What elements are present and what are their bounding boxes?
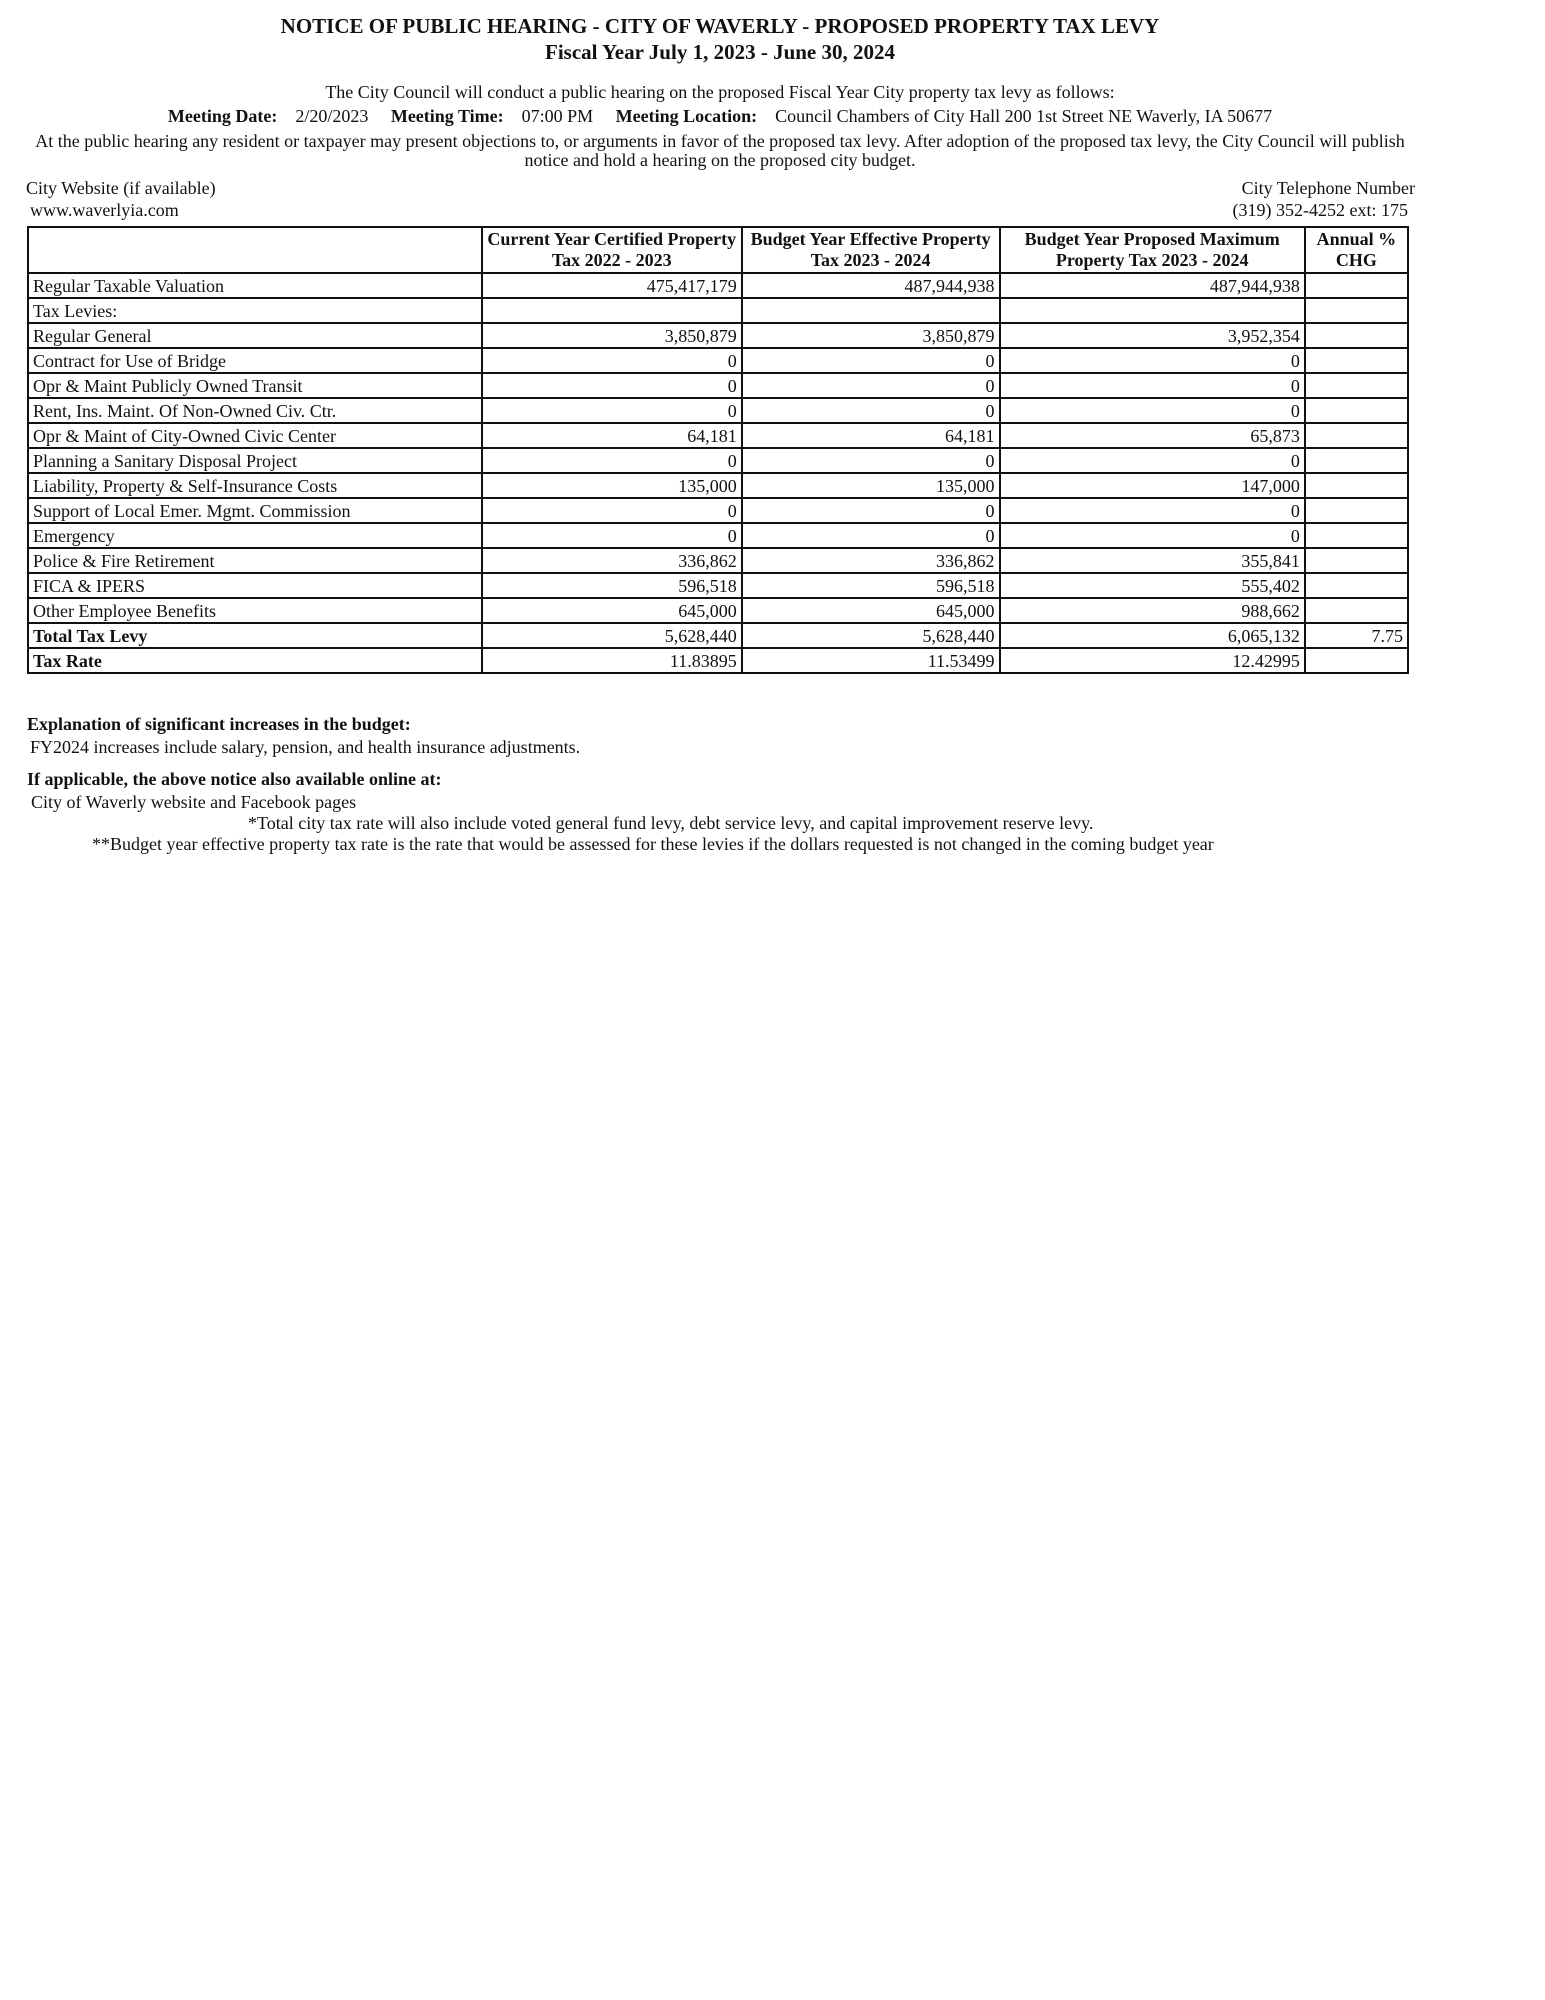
effective-year-value: 0	[742, 373, 1000, 398]
proposed-max-value: 0	[1000, 498, 1305, 523]
proposed-max-value: 6,065,132	[1000, 623, 1305, 648]
column-header: Budget Year Proposed Maximum Property Tax 2023 - 2024	[1000, 227, 1305, 273]
effective-year-value: 596,518	[742, 573, 1000, 598]
table-row	[28, 273, 1408, 298]
online-text: City of Waverly website and Facebook pages	[31, 792, 357, 812]
table-row	[28, 323, 1408, 348]
current-year-value: 0	[482, 348, 742, 373]
current-year-value: 0	[482, 448, 742, 473]
annual-change-value	[1305, 573, 1408, 598]
current-year-value: 596,518	[482, 573, 742, 598]
intro-text: The City Council will conduct a public hearing on the proposed Fiscal Year City property tax levy as follows:	[325, 82, 1115, 102]
annual-change-value	[1305, 598, 1408, 623]
proposed-max-value: 12.42995	[1000, 648, 1305, 673]
current-year-value	[482, 298, 742, 323]
annual-change-value	[1305, 398, 1408, 423]
meeting-details	[0, 106, 1440, 127]
effective-year-value: 64,181	[742, 423, 1000, 448]
current-year-value: 0	[482, 373, 742, 398]
effective-year-value: 135,000	[742, 473, 1000, 498]
proposed-max-value: 487,944,938	[1000, 273, 1305, 298]
page-title: NOTICE OF PUBLIC HEARING - CITY OF WAVERLY - PROPOSED PROPERTY TAX LEVY	[280, 14, 1160, 38]
current-year-value: 3,850,879	[482, 323, 742, 348]
proposed-max-value: 0	[1000, 348, 1305, 373]
proposed-max-value: 65,873	[1000, 423, 1305, 448]
annual-change-value	[1305, 273, 1408, 298]
row-label: Opr & Maint Publicly Owned Transit	[28, 373, 482, 398]
current-year-value: 0	[482, 498, 742, 523]
annual-change-value: 7.75	[1305, 623, 1408, 648]
row-label: Police & Fire Retirement	[28, 548, 482, 573]
table-row	[28, 573, 1408, 598]
table-row	[28, 373, 1408, 398]
row-label: Regular General	[28, 323, 482, 348]
proposed-max-value: 555,402	[1000, 573, 1305, 598]
meeting-date-label: Meeting Date:	[167, 106, 278, 126]
annual-change-value	[1305, 448, 1408, 473]
row-label: Emergency	[28, 523, 482, 548]
current-year-value: 135,000	[482, 473, 742, 498]
table-row	[28, 348, 1408, 373]
row-label: Other Employee Benefits	[28, 598, 482, 623]
effective-year-value: 0	[742, 498, 1000, 523]
annual-change-value	[1305, 548, 1408, 573]
row-label: Tax Levies:	[28, 298, 482, 323]
current-year-value: 0	[482, 523, 742, 548]
levy-table-body	[28, 273, 1408, 673]
current-year-value: 645,000	[482, 598, 742, 623]
row-label: FICA & IPERS	[28, 573, 482, 598]
table-row	[28, 623, 1408, 648]
table-row	[28, 523, 1408, 548]
proposed-max-value: 355,841	[1000, 548, 1305, 573]
meeting-location-label: Meeting Location:	[615, 106, 758, 126]
row-label: Contract for Use of Bridge	[28, 348, 482, 373]
table-row	[28, 498, 1408, 523]
table-row	[28, 473, 1408, 498]
effective-year-value: 0	[742, 523, 1000, 548]
phone-label: City Telephone Number	[1241, 178, 1415, 198]
proposed-max-value: 3,952,354	[1000, 323, 1305, 348]
annual-change-value	[1305, 323, 1408, 348]
meeting-time-label: Meeting Time:	[390, 106, 504, 126]
annual-change-value	[1305, 423, 1408, 448]
meeting-time: 07:00 PM	[521, 106, 594, 126]
row-label: Opr & Maint of City-Owned Civic Center	[28, 423, 482, 448]
effective-year-value: 336,862	[742, 548, 1000, 573]
row-label: Support of Local Emer. Mgmt. Commission	[28, 498, 482, 523]
proposed-max-value	[1000, 298, 1305, 323]
website-link[interactable]: www.waverlyia.com	[30, 200, 179, 220]
effective-year-value: 487,944,938	[742, 273, 1000, 298]
column-header: Annual % CHG	[1305, 227, 1408, 273]
effective-year-value: 0	[742, 398, 1000, 423]
website-label: City Website (if available)	[26, 178, 216, 198]
annual-change-value	[1305, 298, 1408, 323]
annual-change-value	[1305, 348, 1408, 373]
row-label: Tax Rate	[28, 648, 482, 673]
proposed-max-value: 0	[1000, 523, 1305, 548]
current-year-value: 475,417,179	[482, 273, 742, 298]
annual-change-value	[1305, 473, 1408, 498]
row-label: Rent, Ins. Maint. Of Non-Owned Civ. Ctr.	[28, 398, 482, 423]
row-label: Regular Taxable Valuation	[28, 273, 482, 298]
column-header	[28, 227, 482, 273]
row-label: Total Tax Levy	[28, 623, 482, 648]
annual-change-value	[1305, 373, 1408, 398]
proposed-max-value: 988,662	[1000, 598, 1305, 623]
explanation-text: FY2024 increases include salary, pension, and health insurance adjustments.	[30, 737, 581, 757]
effective-year-value: 0	[742, 348, 1000, 373]
row-label: Planning a Sanitary Disposal Project	[28, 448, 482, 473]
footnote-total-rate: *Total city tax rate will also include voted general fund levy, debt service levy, and capital improvement reserve levy.	[248, 813, 1094, 833]
column-header: Budget Year Effective Property Tax 2023 - 2024	[742, 227, 1000, 273]
meeting-date: 2/20/2023	[295, 106, 369, 126]
current-year-value: 0	[482, 398, 742, 423]
table-row	[28, 398, 1408, 423]
effective-year-value: 645,000	[742, 598, 1000, 623]
table-row	[28, 423, 1408, 448]
table-row	[28, 548, 1408, 573]
effective-year-value: 3,850,879	[742, 323, 1000, 348]
online-heading: If applicable, the above notice also available online at:	[27, 769, 442, 789]
levy-table	[27, 226, 1409, 674]
table-row	[28, 598, 1408, 623]
table-header-row	[28, 227, 1408, 273]
effective-year-value	[742, 298, 1000, 323]
phone-number: (319) 352-4252 ext: 175	[1232, 200, 1408, 220]
effective-year-value: 0	[742, 448, 1000, 473]
explanation-heading: Explanation of significant increases in the budget:	[27, 714, 411, 734]
effective-year-value: 11.53499	[742, 648, 1000, 673]
effective-year-value: 5,628,440	[742, 623, 1000, 648]
hearing-paragraph: At the public hearing any resident or taxpayer may present objections to, or arguments in favor of the proposed tax levy. After adoption of the proposed tax levy, the City Council will publish notice and hold a hearing on the proposed city budget.	[35, 131, 1405, 170]
annual-change-value	[1305, 498, 1408, 523]
proposed-max-value: 0	[1000, 373, 1305, 398]
annual-change-value	[1305, 648, 1408, 673]
table-row	[28, 298, 1408, 323]
row-label: Liability, Property & Self-Insurance Costs	[28, 473, 482, 498]
current-year-value: 11.83895	[482, 648, 742, 673]
annual-change-value	[1305, 523, 1408, 548]
footnote-effective-rate: **Budget year effective property tax rate is the rate that would be assessed for these levies if the dollars requested is not changed in the coming budget year	[92, 834, 1214, 854]
current-year-value: 336,862	[482, 548, 742, 573]
table-row	[28, 648, 1408, 673]
current-year-value: 64,181	[482, 423, 742, 448]
fiscal-year-subtitle: Fiscal Year July 1, 2023 - June 30, 2024	[545, 40, 895, 64]
table-row	[28, 448, 1408, 473]
proposed-max-value: 0	[1000, 398, 1305, 423]
meeting-location: Council Chambers of City Hall 200 1st Street NE Waverly, IA 50677	[775, 106, 1273, 126]
column-header: Current Year Certified Property Tax 2022 - 2023	[482, 227, 742, 273]
proposed-max-value: 0	[1000, 448, 1305, 473]
current-year-value: 5,628,440	[482, 623, 742, 648]
proposed-max-value: 147,000	[1000, 473, 1305, 498]
